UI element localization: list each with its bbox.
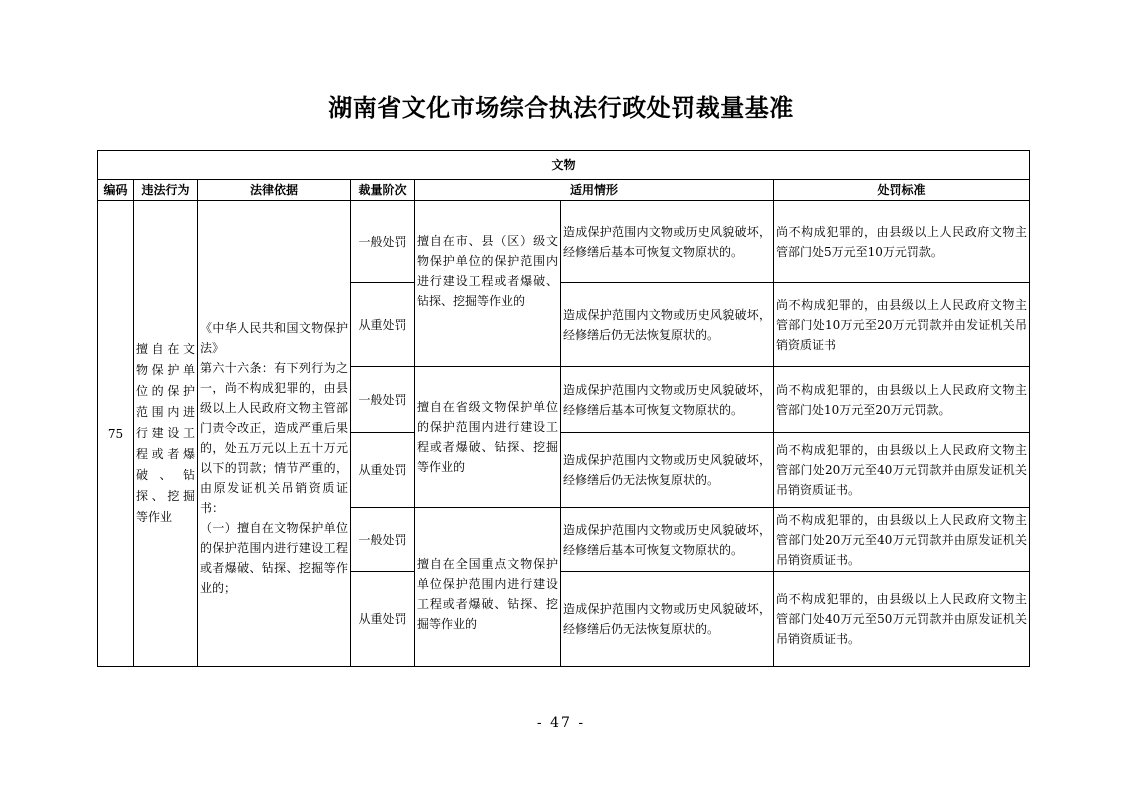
standard-text: 尚不构成犯罪的，由县级以上人民政府文物主管部门处40万元至50万元罚款并由原发证机关吊销资质证书。 <box>774 572 1030 667</box>
header-circumstance: 适用情形 <box>415 180 774 201</box>
page-title: 湖南省文化市场综合执法行政处罚裁量基准 <box>328 94 794 122</box>
circumstance-text: 造成保护范围内文物或历史风貌破坏，经修缮后基本可恢复文物原状的。 <box>561 367 774 433</box>
level-label: 从重处罚 <box>351 283 415 367</box>
standard-text: 尚不构成犯罪的，由县级以上人民政府文物主管部门处20万元至40万元罚款并由原发证机关吊销资质证书。 <box>774 433 1030 508</box>
page-number: - 47 - <box>536 715 586 731</box>
violation-description: 擅自在文物保护单位的保护范围内进行建设工程或者爆破、钻探、挖掘等作业 <box>134 201 198 667</box>
standard-text: 尚不构成犯罪的，由县级以上人民政府文物主管部门处20万元至40万元罚款并由原发证机关吊销资质证书。 <box>774 508 1030 572</box>
section-heading: 文物 <box>98 151 1030 180</box>
legal-basis-cell <box>198 201 351 667</box>
level-label: 一般处罚 <box>351 508 415 572</box>
standard-text: 尚不构成犯罪的，由县级以上人民政府文物主管部门处5万元至10万元罚款。 <box>774 201 1030 283</box>
header-standard: 处罚标准 <box>774 180 1030 201</box>
level-label: 一般处罚 <box>351 201 415 283</box>
header-no: 编码 <box>98 180 134 201</box>
legal-basis-body: 第六十六条：有下列行为之一，尚不构成犯罪的，由县级以上人民政府文物主管部门责令改正，造成严重后果的，处五万元以上五十万元以下的罚款；情节严重的，由原发证机关吊销资质证书： <box>200 360 348 515</box>
standard-text: 尚不构成犯罪的，由县级以上人民政府文物主管部门处10万元至20万元罚款。 <box>774 367 1030 433</box>
legal-basis-title: 《中华人民共和国文物保护法》 <box>200 320 348 355</box>
penalty-table <box>97 150 1030 667</box>
legal-basis-item: （一）擅自在文物保护单位的保护范围内进行建设工程或者爆破、钻探、挖掘等作业的； <box>200 520 348 595</box>
circumstance-text: 造成保护范围内文物或历史风貌破坏，经修缮后仍无法恢复原状的。 <box>561 433 774 508</box>
header-violation: 违法行为 <box>134 180 198 201</box>
circumstance-text: 造成保护范围内文物或历史风貌破坏，经修缮后仍无法恢复原状的。 <box>561 283 774 367</box>
level-label: 从重处罚 <box>351 572 415 667</box>
circumstance-text: 造成保护范围内文物或历史风貌破坏，经修缮后基本可恢复文物原状的。 <box>561 201 774 283</box>
level-label: 一般处罚 <box>351 367 415 433</box>
header-legal-basis: 法律依据 <box>198 180 351 201</box>
scope-description: 擅自在市、县（区）级文物保护单位的保护范围内进行建设工程或者爆破、钻探、挖掘等作业的 <box>415 201 561 367</box>
header-level: 裁量阶次 <box>351 180 415 201</box>
circumstance-text: 造成保护范围内文物或历史风貌破坏，经修缮后基本可恢复文物原状的。 <box>561 508 774 572</box>
scope-description: 擅自在省级文物保护单位的保护范围内进行建设工程或者爆破、钻探、挖掘等作业的 <box>415 367 561 508</box>
table-row <box>98 201 1030 283</box>
record-number: 75 <box>98 201 134 667</box>
scope-description: 擅自在全国重点文物保护单位保护范围内进行建设工程或者爆破、钻探、挖掘等作业的 <box>415 508 561 667</box>
standard-text: 尚不构成犯罪的，由县级以上人民政府文物主管部门处10万元至20万元罚款并由发证机关吊销资质证书 <box>774 283 1030 367</box>
level-label: 从重处罚 <box>351 433 415 508</box>
circumstance-text: 造成保护范围内文物或历史风貌破坏，经修缮后仍无法恢复原状的。 <box>561 572 774 667</box>
